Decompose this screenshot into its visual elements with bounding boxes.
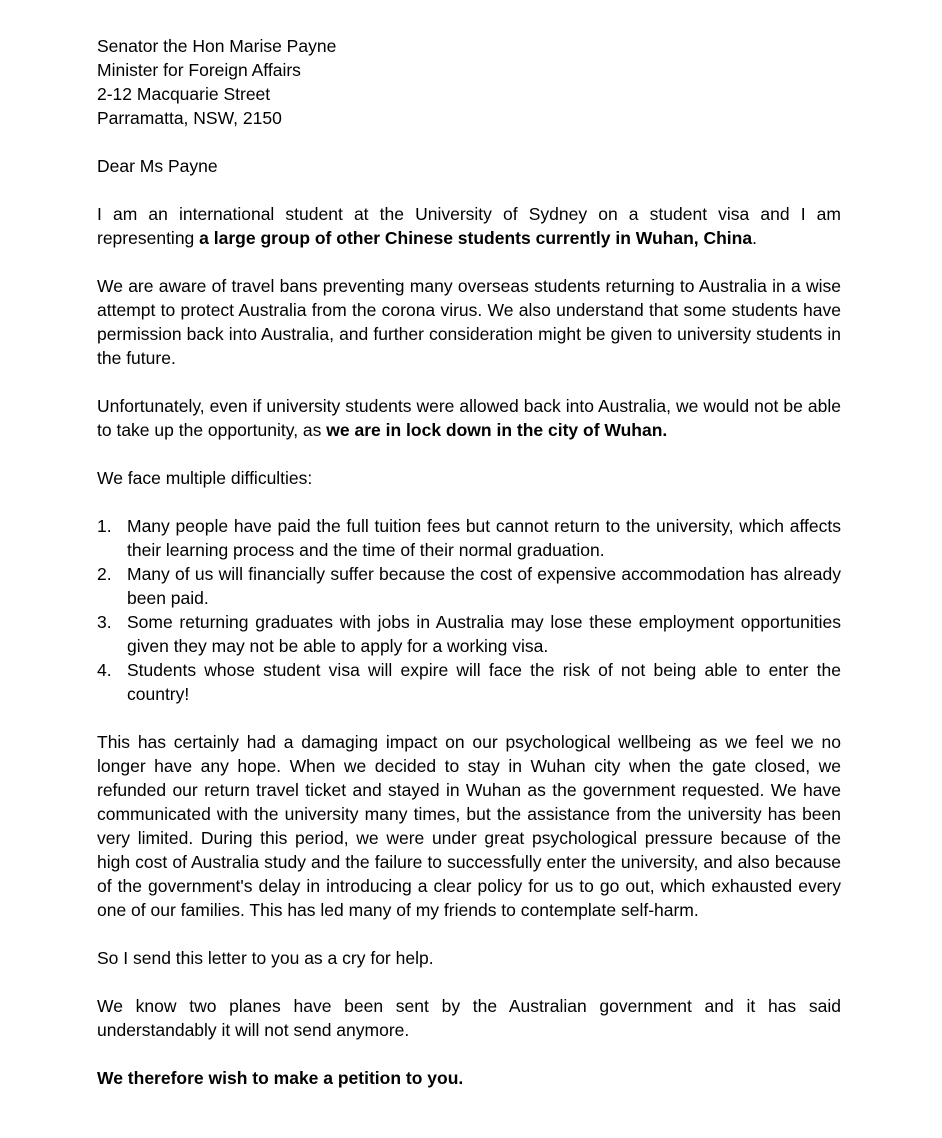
spacer — [97, 370, 841, 394]
lockdown-text: Unfortunately, even if university students were allowed back into Australia, we would not be able to take up the opportunity, as — [97, 396, 841, 440]
list-item-number: 3. — [97, 612, 112, 632]
recipient-city: Parramatta, NSW, 2150 — [97, 108, 282, 128]
spacer — [97, 490, 841, 514]
recipient-street: 2-12 Macquarie Street — [97, 84, 271, 104]
lockdown-paragraph — [97, 394, 841, 442]
spacer — [97, 922, 841, 946]
lockdown-bold-text: we are in lock down in the city of Wuhan. — [326, 420, 668, 440]
spacer — [97, 706, 841, 730]
impact-paragraph: This has certainly had a damaging impact on our psychological wellbeing as we feel we no longer have any hope. When we decided to stay in Wuhan city when the gate closed, we refunded our return travel ticket and stayed in Wuhan as the government requested. We have communicated with the university many times, but the assistance from the university has been very limited. During this period, we were under great psychological pressure because of the high cost of Australia study and the failure to successfully enter the university, and also because of the government's delay in introducing a clear policy for us to go out, which exhausted every one of our families. This has led many of my friends to contemplate self-harm. — [97, 732, 841, 920]
list-item-text: Students whose student visa will expire will face the risk of not being able to enter the country! — [127, 660, 841, 704]
spacer — [97, 250, 841, 274]
spacer — [97, 130, 841, 154]
recipient-address — [97, 34, 841, 130]
list-item-text: Many of us will financially suffer because the cost of expensive accommodation has already been paid. — [127, 564, 841, 608]
intro-text: I am an international student at the University of Sydney on a student visa and I am representing — [97, 204, 841, 248]
recipient-name: Senator the Hon Marise Payne — [97, 36, 337, 56]
list-item-text: Some returning graduates with jobs in Australia may lose these employment opportunities given they may not be able to apply for a working visa. — [127, 612, 841, 656]
spacer — [97, 442, 841, 466]
list-item — [97, 562, 841, 610]
list-item-number: 4. — [97, 660, 112, 680]
intro-paragraph — [97, 202, 841, 250]
list-item-number: 2. — [97, 564, 112, 584]
list-item-text: Many people have paid the full tuition fees but cannot return to the university, which affects their learning process and the time of their normal graduation. — [127, 516, 841, 560]
list-item — [97, 514, 841, 562]
difficulties-list — [97, 514, 841, 706]
letter-page — [97, 34, 841, 1090]
spacer — [97, 970, 841, 994]
travel-bans-paragraph: We are aware of travel bans preventing many overseas students returning to Australia in a wise attempt to protect Australia from the corona virus. We also understand that some students have permission back into Australia, and further consideration might be given to university students in the future. — [97, 276, 841, 368]
spacer — [97, 178, 841, 202]
petition-bold-text: We therefore wish to make a petition to you. — [97, 1068, 464, 1088]
spacer — [97, 1042, 841, 1066]
intro-end: . — [752, 228, 757, 248]
cry-for-help-paragraph: So I send this letter to you as a cry for help. — [97, 948, 434, 968]
list-item — [97, 658, 841, 706]
difficulties-heading: We face multiple difficulties: — [97, 468, 313, 488]
intro-bold-text: a large group of other Chinese students currently in Wuhan, China — [199, 228, 753, 248]
list-item-number: 1. — [97, 516, 112, 536]
salutation: Dear Ms Payne — [97, 156, 218, 176]
petition-paragraph — [97, 1066, 841, 1090]
planes-paragraph: We know two planes have been sent by the Australian government and it has said understandably it will not send anymore. — [97, 996, 841, 1040]
recipient-title: Minister for Foreign Affairs — [97, 60, 301, 80]
list-item — [97, 610, 841, 658]
